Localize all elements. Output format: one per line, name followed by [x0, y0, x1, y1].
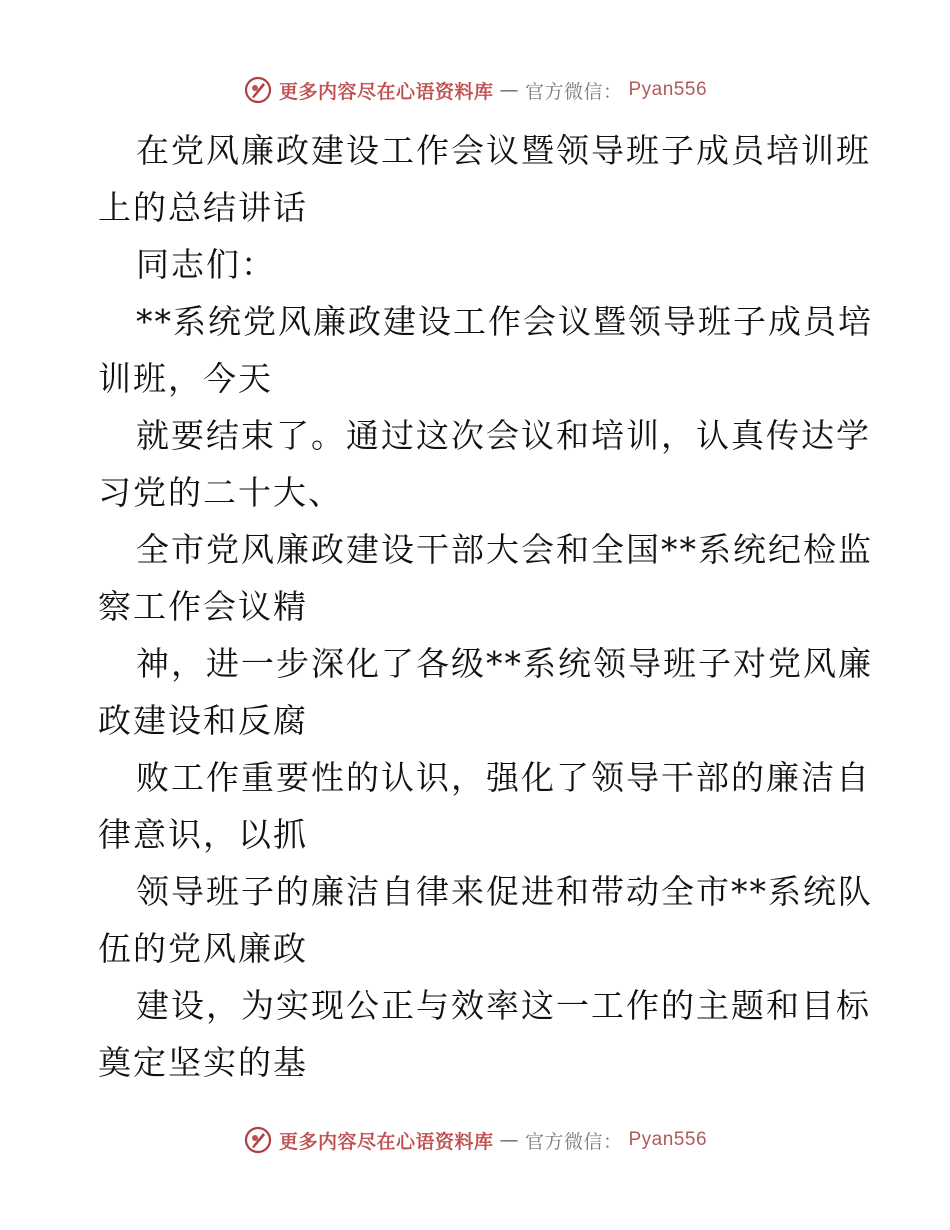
doc-line: 察工作会议精 — [98, 587, 308, 626]
watermark-separator: — — [499, 79, 519, 101]
doc-line: 败工作重要性的认识，强化了领导干部的廉洁自 — [136, 758, 871, 797]
watermark-site-name: 更多内容尽在心语资料库 — [278, 1130, 494, 1153]
doc-line: 就要结束了。通过这次会议和培训，认真传达学 — [136, 416, 871, 455]
watermark-wechat-label: 官方微信： — [524, 80, 623, 103]
doc-line: 习党的二十大、 — [98, 473, 343, 512]
doc-line: **系统党风廉政建设工作会议暨领导班子成员培 — [136, 302, 873, 341]
footer-watermark — [0, 1122, 950, 1158]
doc-line: 全市党风廉政建设干部大会和全国**系统纪检监 — [136, 530, 873, 569]
watermark-wechat-id: Pyan556 — [628, 79, 708, 100]
quill-pen-logo-icon — [243, 75, 273, 105]
doc-line: 奠定坚实的基 — [98, 1043, 308, 1082]
doc-line: 上的总结讲话 — [98, 188, 308, 227]
watermark-site-name: 更多内容尽在心语资料库 — [278, 80, 494, 103]
watermark-separator: — — [499, 1129, 519, 1151]
doc-line: 训班，今天 — [98, 359, 273, 398]
doc-line: 律意识，以抓 — [98, 815, 308, 854]
header-watermark — [0, 72, 950, 108]
document-body — [98, 122, 873, 1091]
doc-line: 建设，为实现公正与效率这一工作的主题和目标 — [136, 986, 871, 1025]
watermark-wechat-label: 官方微信： — [524, 1130, 623, 1153]
doc-line: 神，进一步深化了各级**系统领导班子对党风廉 — [136, 644, 873, 683]
doc-line: 在党风廉政建设工作会议暨领导班子成员培训班 — [136, 131, 871, 170]
doc-line: 领导班子的廉洁自律来促进和带动全市**系统队 — [136, 872, 873, 911]
doc-line: 伍的党风廉政 — [98, 929, 308, 968]
doc-line: 政建设和反腐 — [98, 701, 308, 740]
doc-line: 同志们： — [136, 245, 276, 284]
quill-pen-logo-icon — [243, 1125, 273, 1155]
watermark-wechat-id: Pyan556 — [628, 1129, 708, 1150]
